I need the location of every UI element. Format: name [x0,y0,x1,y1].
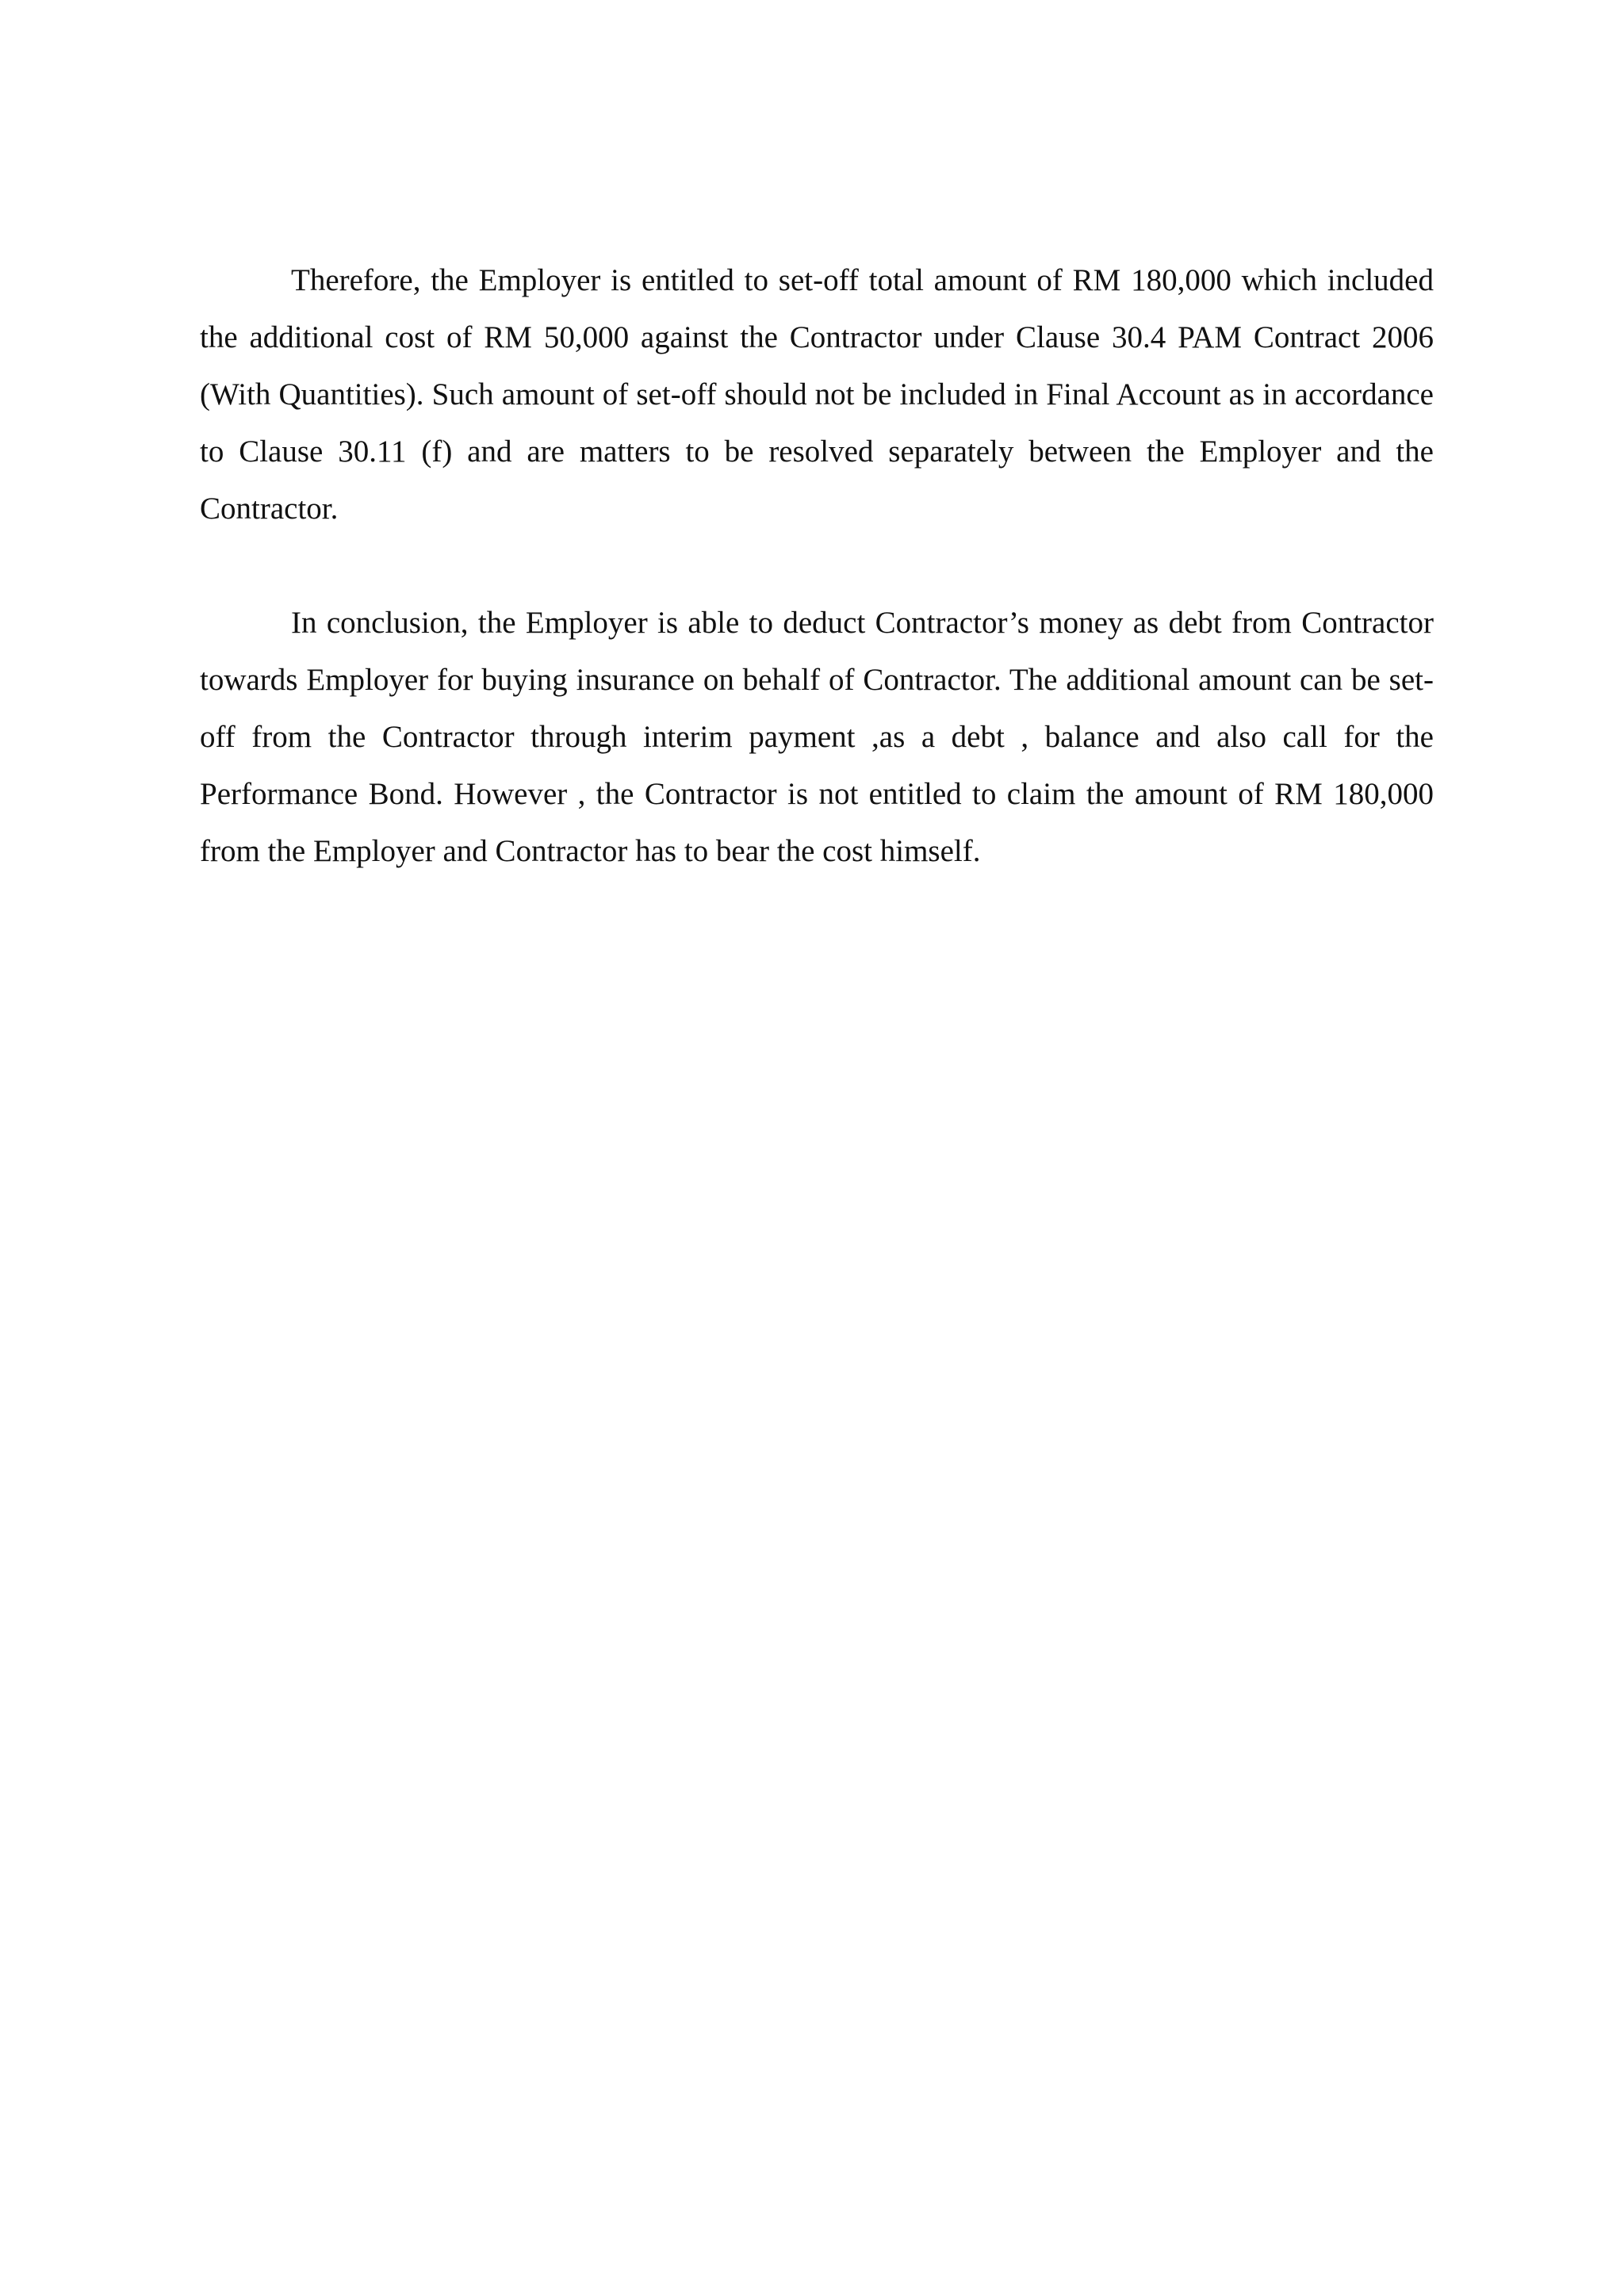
paragraph-set-off: Therefore, the Employer is entitled to set-off total amount of RM 180,000 which included the additional cost of RM 50,000 against the Contractor under Clause 30.4 PAM Contract 2006 (With Quantities). Such amount of set-off should not be included in Final Account as in accordance to Clause 30.11 (f) and are matters to be resolved separately between the Employer and the Contractor. [200,263,1434,526]
document-body [200,252,1434,880]
paragraph-conclusion: In conclusion, the Employer is able to deduct Contractor’s money as debt from Contractor towards Employer for buying insurance on behalf of Contractor. The additional amount can be set-off from the Contractor through interim payment ,as a debt , balance and also call for the Performance Bond. However , the Contractor is not entitled to claim the amount of RM 180,000 from the Employer and Contractor has to bear the cost himself. [200,606,1434,868]
